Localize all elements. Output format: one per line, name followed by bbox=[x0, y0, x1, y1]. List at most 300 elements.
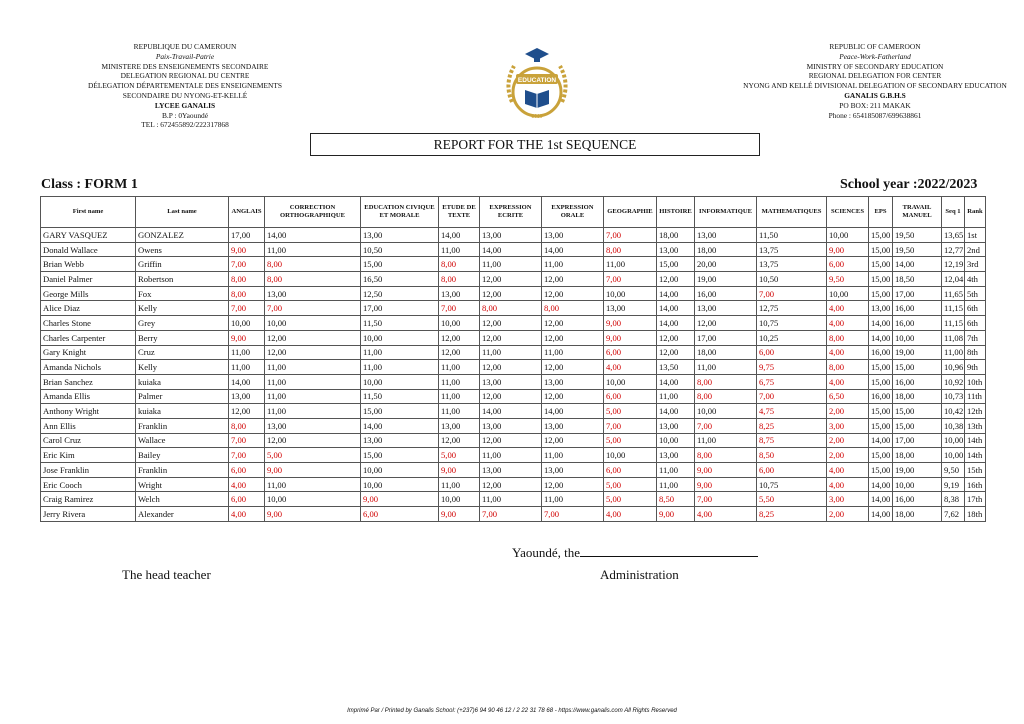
grade-cell: 11,00 bbox=[439, 374, 480, 389]
date-blank bbox=[580, 546, 758, 557]
grade-cell: 5,00 bbox=[265, 448, 361, 463]
grade-cell: 4,00 bbox=[827, 374, 869, 389]
grade-cell: 18,00 bbox=[893, 507, 942, 522]
grade-cell: 13,00 bbox=[657, 242, 695, 257]
grade-cell: 8,00 bbox=[265, 257, 361, 272]
last-name-cell: Kelly bbox=[136, 360, 229, 375]
grade-cell: 7,00 bbox=[480, 507, 542, 522]
grade-cell: 6,00 bbox=[229, 492, 265, 507]
grade-cell: 12,00 bbox=[480, 477, 542, 492]
grade-cell: 13,75 bbox=[757, 242, 827, 257]
table-row bbox=[41, 228, 986, 243]
table-row bbox=[41, 345, 986, 360]
first-name-cell: Daniel Palmer bbox=[41, 272, 136, 287]
grade-cell: 13,00 bbox=[480, 374, 542, 389]
grade-cell: 15,00 bbox=[657, 257, 695, 272]
table-row bbox=[41, 404, 986, 419]
column-header: EDUCATION CIVIQUE ET MORALE bbox=[361, 197, 439, 228]
grade-cell: 11,00 bbox=[480, 345, 542, 360]
grade-cell: 11,00 bbox=[542, 345, 604, 360]
grade-cell: 10,00 bbox=[942, 448, 965, 463]
grade-cell: 8,75 bbox=[757, 433, 827, 448]
grade-cell: 17th bbox=[965, 492, 986, 507]
grade-cell: 6,00 bbox=[229, 463, 265, 478]
grade-cell: 4th bbox=[965, 272, 986, 287]
column-header: EPS bbox=[869, 197, 893, 228]
grade-cell: 11,00 bbox=[480, 448, 542, 463]
grade-cell: 14,00 bbox=[869, 316, 893, 331]
grade-cell: 1st bbox=[965, 228, 986, 243]
grade-cell: 9,00 bbox=[695, 463, 757, 478]
grade-cell: 4,00 bbox=[827, 463, 869, 478]
school-year: School year :2022/2023 bbox=[840, 177, 978, 192]
column-header: Seq 1 bbox=[942, 197, 965, 228]
grade-cell: 17,00 bbox=[229, 228, 265, 243]
results-table bbox=[40, 196, 986, 522]
last-name-cell: Wallace bbox=[136, 433, 229, 448]
grade-cell: 13,00 bbox=[265, 418, 361, 433]
last-name-cell: Griffin bbox=[136, 257, 229, 272]
grade-cell: 8,00 bbox=[827, 360, 869, 375]
grade-cell: 14,00 bbox=[542, 242, 604, 257]
first-name-cell: GARY VASQUEZ bbox=[41, 228, 136, 243]
grade-cell: 10,96 bbox=[942, 360, 965, 375]
grade-cell: 8,00 bbox=[542, 301, 604, 316]
grade-cell: 15,00 bbox=[869, 418, 893, 433]
table-row bbox=[41, 433, 986, 448]
ministry-fr: MINISTERE DES ENSEIGNEMENTS SECONDAIRE bbox=[101, 61, 269, 71]
grade-cell: 12,00 bbox=[229, 404, 265, 419]
grade-cell: 13,00 bbox=[361, 433, 439, 448]
last-name-cell: Robertson bbox=[136, 272, 229, 287]
grade-cell: 10,00 bbox=[827, 286, 869, 301]
grade-cell: 8,00 bbox=[480, 301, 542, 316]
grade-cell: 12,00 bbox=[265, 433, 361, 448]
last-name-cell: GONZALEZ bbox=[136, 228, 229, 243]
grade-cell: 12,75 bbox=[757, 301, 827, 316]
first-name-cell: Jerry Rivera bbox=[41, 507, 136, 522]
table-row bbox=[41, 316, 986, 331]
grade-cell: 8,00 bbox=[439, 272, 480, 287]
table-row bbox=[41, 463, 986, 478]
grade-cell: 14th bbox=[965, 433, 986, 448]
grade-cell: 10,73 bbox=[942, 389, 965, 404]
grade-cell: 8,00 bbox=[229, 286, 265, 301]
grade-cell: 12th bbox=[965, 404, 986, 419]
grade-cell: 6,00 bbox=[604, 389, 657, 404]
grade-cell: 11,00 bbox=[695, 433, 757, 448]
grade-cell: 10,00 bbox=[361, 330, 439, 345]
grade-cell: 7,00 bbox=[229, 448, 265, 463]
table-header-row bbox=[41, 197, 986, 228]
grade-cell: 11,00 bbox=[265, 242, 361, 257]
grade-cell: 13,00 bbox=[439, 286, 480, 301]
column-header: INFORMATIQUE bbox=[695, 197, 757, 228]
head-teacher-signature: The head teacher bbox=[122, 567, 211, 582]
grade-cell: 8,00 bbox=[229, 418, 265, 433]
grade-cell: 8th bbox=[965, 345, 986, 360]
grade-cell: 12,04 bbox=[942, 272, 965, 287]
grade-cell: 10,00 bbox=[604, 374, 657, 389]
grade-cell: 9,00 bbox=[229, 242, 265, 257]
grade-cell: 19,50 bbox=[893, 228, 942, 243]
first-name-cell: Charles Carpenter bbox=[41, 330, 136, 345]
grade-cell: 9,50 bbox=[942, 463, 965, 478]
grade-cell: 14,00 bbox=[229, 374, 265, 389]
grade-cell: 10,00 bbox=[361, 374, 439, 389]
grade-cell: 9,50 bbox=[827, 272, 869, 287]
grade-cell: 5,50 bbox=[757, 492, 827, 507]
grade-cell: 13,65 bbox=[942, 228, 965, 243]
print-footer: Imprimé Par / Printed by Ganalis School: (+237)6 94 90 46 12 / 2 22 31 78 68 - https://www.ganalis.com All Rights Reserved bbox=[347, 708, 677, 714]
grade-cell: 6th bbox=[965, 316, 986, 331]
grade-cell: 11,00 bbox=[361, 345, 439, 360]
grade-cell: 14,00 bbox=[869, 477, 893, 492]
grade-cell: 12,00 bbox=[542, 360, 604, 375]
ministry-en: MINISTRY OF SECONDARY EDUCATION bbox=[806, 61, 944, 71]
grade-cell: 13,00 bbox=[542, 418, 604, 433]
grade-cell: 3,00 bbox=[827, 492, 869, 507]
grade-cell: 9,00 bbox=[265, 463, 361, 478]
grade-cell: 12,00 bbox=[439, 330, 480, 345]
grade-cell: 7,00 bbox=[695, 418, 757, 433]
grade-cell: 12,00 bbox=[480, 330, 542, 345]
grade-cell: 16,00 bbox=[869, 345, 893, 360]
grade-cell: 14,00 bbox=[869, 330, 893, 345]
grade-cell: 10,38 bbox=[942, 418, 965, 433]
po-box-en: PO BOX: 211 MAKAK bbox=[839, 100, 911, 110]
grade-cell: 8,00 bbox=[439, 257, 480, 272]
grade-cell: 5,00 bbox=[604, 433, 657, 448]
last-name-cell: Wright bbox=[136, 477, 229, 492]
grade-cell: 18,00 bbox=[695, 345, 757, 360]
grade-cell: 12,00 bbox=[480, 286, 542, 301]
grade-cell: 7,00 bbox=[439, 301, 480, 316]
last-name-cell: Grey bbox=[136, 316, 229, 331]
grade-cell: 2,00 bbox=[827, 448, 869, 463]
grade-cell: 8,00 bbox=[695, 389, 757, 404]
country-en: REPUBLIC OF CAMEROON bbox=[829, 42, 921, 51]
first-name-cell: Craig Ramirez bbox=[41, 492, 136, 507]
grade-cell: 8,00 bbox=[827, 330, 869, 345]
column-header: CORRECTION ORTHOGRAPHIQUE bbox=[265, 197, 361, 228]
grade-cell: 9,00 bbox=[439, 507, 480, 522]
grade-cell: 17,00 bbox=[695, 330, 757, 345]
first-name-cell: Carol Cruz bbox=[41, 433, 136, 448]
administration-signature: Administration bbox=[600, 567, 679, 582]
grade-cell: 9,75 bbox=[757, 360, 827, 375]
grade-cell: 14,00 bbox=[869, 492, 893, 507]
grade-cell: 15,00 bbox=[869, 448, 893, 463]
country-fr: REPUBLIQUE DU CAMEROUN bbox=[133, 42, 237, 51]
grade-cell: 16,00 bbox=[869, 389, 893, 404]
grade-cell: 11,00 bbox=[439, 242, 480, 257]
grade-cell: 14,00 bbox=[265, 228, 361, 243]
header-left-block bbox=[40, 42, 330, 130]
regional-delegation-fr: DELEGATION REGIONAL DU CENTRE bbox=[120, 71, 250, 81]
first-name-cell: Alice Diaz bbox=[41, 301, 136, 316]
grade-cell: 9,00 bbox=[439, 463, 480, 478]
grade-cell: 9,00 bbox=[827, 242, 869, 257]
grade-cell: 15,00 bbox=[869, 404, 893, 419]
grade-cell: 11,00 bbox=[265, 477, 361, 492]
first-name-cell: Ann Ellis bbox=[41, 418, 136, 433]
grade-cell: 15,00 bbox=[869, 463, 893, 478]
grade-cell: 11,00 bbox=[229, 360, 265, 375]
grade-cell: 12,00 bbox=[695, 316, 757, 331]
grade-cell: 8,25 bbox=[757, 507, 827, 522]
grade-cell: 15,00 bbox=[893, 360, 942, 375]
grade-cell: 10,00 bbox=[827, 228, 869, 243]
departmental-delegation-fr: DÉLEGATION DÉPARTEMENTALE DES ENSEIGNEMENTS bbox=[88, 81, 282, 91]
table-row bbox=[41, 418, 986, 433]
grade-cell: 8,25 bbox=[757, 418, 827, 433]
grade-cell: 11,00 bbox=[695, 360, 757, 375]
grade-cell: 20,00 bbox=[695, 257, 757, 272]
grade-cell: 14,00 bbox=[480, 404, 542, 419]
grade-cell: 10,00 bbox=[695, 404, 757, 419]
grade-cell: 14th bbox=[965, 448, 986, 463]
grade-cell: 11,08 bbox=[942, 330, 965, 345]
grade-cell: 5th bbox=[965, 286, 986, 301]
grade-cell: 9,19 bbox=[942, 477, 965, 492]
column-header: ANGLAIS bbox=[229, 197, 265, 228]
report-title: REPORT FOR THE 1st SEQUENCE bbox=[310, 133, 760, 156]
grade-cell: 4,00 bbox=[604, 507, 657, 522]
grade-cell: 10,42 bbox=[942, 404, 965, 419]
grade-cell: 18,00 bbox=[695, 242, 757, 257]
grade-cell: 18,50 bbox=[893, 272, 942, 287]
last-name-cell: Owens bbox=[136, 242, 229, 257]
grade-cell: 11,00 bbox=[265, 374, 361, 389]
grade-cell: 11,00 bbox=[542, 257, 604, 272]
last-name-cell: Palmer bbox=[136, 389, 229, 404]
grade-cell: 7,00 bbox=[229, 433, 265, 448]
last-name-cell: Cruz bbox=[136, 345, 229, 360]
grade-cell: 5,00 bbox=[604, 477, 657, 492]
grade-cell: 15,00 bbox=[893, 404, 942, 419]
first-name-cell: Amanda Nichols bbox=[41, 360, 136, 375]
grade-cell: 4,00 bbox=[827, 345, 869, 360]
grade-cell: 13,00 bbox=[361, 228, 439, 243]
grade-cell: 13,00 bbox=[604, 301, 657, 316]
grade-cell: 13,00 bbox=[229, 389, 265, 404]
table-row bbox=[41, 286, 986, 301]
grade-cell: 10,00 bbox=[893, 477, 942, 492]
grade-cell: 12,50 bbox=[361, 286, 439, 301]
grade-cell: 12,00 bbox=[657, 330, 695, 345]
grade-cell: 6,50 bbox=[827, 389, 869, 404]
grade-cell: 5,00 bbox=[439, 448, 480, 463]
last-name-cell: Berry bbox=[136, 330, 229, 345]
grade-cell: 2,00 bbox=[827, 404, 869, 419]
last-name-cell: Franklin bbox=[136, 418, 229, 433]
grade-cell: 8,00 bbox=[604, 242, 657, 257]
grade-cell: 9,00 bbox=[604, 330, 657, 345]
grade-cell: 11,15 bbox=[942, 301, 965, 316]
column-header: Last name bbox=[136, 197, 229, 228]
grade-cell: 6,00 bbox=[757, 463, 827, 478]
table-body bbox=[41, 228, 986, 522]
table-row bbox=[41, 507, 986, 522]
grade-cell: 14,00 bbox=[657, 404, 695, 419]
grade-cell: 3,00 bbox=[827, 418, 869, 433]
grade-cell: 4,75 bbox=[757, 404, 827, 419]
grade-cell: 7,00 bbox=[604, 418, 657, 433]
grade-cell: 6,00 bbox=[604, 345, 657, 360]
grade-cell: 13,00 bbox=[869, 301, 893, 316]
grade-cell: 12,00 bbox=[480, 316, 542, 331]
grade-cell: 11,00 bbox=[604, 257, 657, 272]
column-header: ETUDE DE TEXTE bbox=[439, 197, 480, 228]
table-row bbox=[41, 257, 986, 272]
grade-cell: 14,00 bbox=[657, 316, 695, 331]
grade-cell: 4,00 bbox=[827, 316, 869, 331]
column-header: First name bbox=[41, 197, 136, 228]
grade-cell: 8,00 bbox=[695, 374, 757, 389]
grade-cell: 10,00 bbox=[439, 316, 480, 331]
table-row bbox=[41, 389, 986, 404]
grade-cell: 4,00 bbox=[695, 507, 757, 522]
grade-cell: 13,00 bbox=[439, 418, 480, 433]
first-name-cell: Eric Cooch bbox=[41, 477, 136, 492]
first-name-cell: Gary Knight bbox=[41, 345, 136, 360]
grade-cell: 16,00 bbox=[893, 316, 942, 331]
grade-cell: 11,00 bbox=[542, 492, 604, 507]
grade-cell: 7,00 bbox=[695, 492, 757, 507]
column-header: HISTOIRE bbox=[657, 197, 695, 228]
grade-cell: 10th bbox=[965, 374, 986, 389]
table-row bbox=[41, 272, 986, 287]
grade-cell: 11,50 bbox=[361, 389, 439, 404]
grade-cell: 12,00 bbox=[439, 345, 480, 360]
first-name-cell: Anthony Wright bbox=[41, 404, 136, 419]
grade-cell: 13,00 bbox=[480, 463, 542, 478]
grade-cell: 9,00 bbox=[604, 316, 657, 331]
column-header: SCIENCES bbox=[827, 197, 869, 228]
first-name-cell: Brian Sanchez bbox=[41, 374, 136, 389]
grade-cell: 12,00 bbox=[542, 330, 604, 345]
column-header: GEOGRAPHIE bbox=[604, 197, 657, 228]
grade-cell: 11,15 bbox=[942, 316, 965, 331]
grade-cell: 13,00 bbox=[657, 448, 695, 463]
grade-cell: 11,50 bbox=[361, 316, 439, 331]
grade-cell: 12,00 bbox=[480, 360, 542, 375]
grade-cell: 14,00 bbox=[869, 507, 893, 522]
grade-cell: 2nd bbox=[965, 242, 986, 257]
column-header: MATHEMATIQUES bbox=[757, 197, 827, 228]
last-name-cell: Kelly bbox=[136, 301, 229, 316]
grade-cell: 15,00 bbox=[869, 228, 893, 243]
grade-cell: 15,00 bbox=[869, 272, 893, 287]
grade-cell: 11,50 bbox=[757, 228, 827, 243]
grade-cell: 11th bbox=[965, 389, 986, 404]
first-name-cell: George Mills bbox=[41, 286, 136, 301]
table-row bbox=[41, 374, 986, 389]
table-row bbox=[41, 448, 986, 463]
grade-cell: 14,00 bbox=[869, 433, 893, 448]
grade-cell: 15,00 bbox=[869, 242, 893, 257]
grade-cell: 15,00 bbox=[361, 257, 439, 272]
grade-cell: 11,00 bbox=[229, 345, 265, 360]
grade-cell: 13,00 bbox=[542, 463, 604, 478]
grade-cell: 13,00 bbox=[265, 286, 361, 301]
grade-cell: 11,00 bbox=[657, 389, 695, 404]
place-date-line bbox=[512, 545, 758, 561]
grade-cell: 17,00 bbox=[893, 433, 942, 448]
grade-cell: 8,38 bbox=[942, 492, 965, 507]
grade-cell: 13,00 bbox=[480, 418, 542, 433]
grade-cell: 14,00 bbox=[657, 301, 695, 316]
grade-cell: 4,00 bbox=[229, 477, 265, 492]
first-name-cell: Eric Kim bbox=[41, 448, 136, 463]
grade-cell: 14,00 bbox=[657, 286, 695, 301]
grade-cell: 8,00 bbox=[229, 272, 265, 287]
grade-cell: 13th bbox=[965, 418, 986, 433]
column-header: EXPRESSION ORALE bbox=[542, 197, 604, 228]
grade-cell: 10,25 bbox=[757, 330, 827, 345]
grade-cell: 19,50 bbox=[893, 242, 942, 257]
grade-cell: 12,00 bbox=[265, 330, 361, 345]
grade-cell: 15,00 bbox=[869, 374, 893, 389]
motto-fr: Paix-Travail-Patrie bbox=[155, 51, 215, 61]
grade-cell: 14,00 bbox=[657, 374, 695, 389]
grade-cell: 16,50 bbox=[361, 272, 439, 287]
grade-cell: 15,00 bbox=[361, 448, 439, 463]
grade-cell: 18,00 bbox=[657, 228, 695, 243]
grade-cell: 10,00 bbox=[265, 316, 361, 331]
grade-cell: 14,00 bbox=[439, 228, 480, 243]
grade-cell: 10,00 bbox=[439, 492, 480, 507]
grade-cell: 11,00 bbox=[942, 345, 965, 360]
grade-cell: 10,00 bbox=[361, 463, 439, 478]
last-name-cell: kuiaka bbox=[136, 374, 229, 389]
grade-cell: 13,00 bbox=[480, 228, 542, 243]
grade-cell: 16,00 bbox=[893, 492, 942, 507]
grade-cell: 18th bbox=[965, 507, 986, 522]
grade-cell: 12,00 bbox=[480, 389, 542, 404]
grade-cell: 3rd bbox=[965, 257, 986, 272]
grade-cell: 16,00 bbox=[893, 301, 942, 316]
grade-cell: 11,00 bbox=[480, 492, 542, 507]
first-name-cell: Jose Franklin bbox=[41, 463, 136, 478]
grade-cell: 11,65 bbox=[942, 286, 965, 301]
grade-cell: 18,00 bbox=[893, 448, 942, 463]
grade-cell: 10,00 bbox=[265, 492, 361, 507]
grade-cell: 10,00 bbox=[942, 433, 965, 448]
grade-cell: 6,00 bbox=[361, 507, 439, 522]
place-date-label: Yaoundé, the bbox=[512, 545, 581, 560]
phone-fr: TEL : 672455892/222317868 bbox=[141, 120, 229, 130]
header-right-block bbox=[740, 42, 1010, 120]
grade-cell: 12,19 bbox=[942, 257, 965, 272]
grade-cell: 15,00 bbox=[361, 404, 439, 419]
grade-cell: 15,00 bbox=[869, 257, 893, 272]
school-name-fr: LYCEE GANALIS bbox=[154, 100, 216, 110]
last-name-cell: Alexander bbox=[136, 507, 229, 522]
grade-cell: 8,00 bbox=[695, 448, 757, 463]
grade-cell: 7,00 bbox=[757, 286, 827, 301]
grade-cell: 2,00 bbox=[827, 507, 869, 522]
grade-cell: 12,00 bbox=[542, 272, 604, 287]
grade-cell: 11,00 bbox=[439, 360, 480, 375]
grade-cell: 9th bbox=[965, 360, 986, 375]
column-header: TRAVAIL MANUEL bbox=[893, 197, 942, 228]
grade-cell: 11,00 bbox=[542, 448, 604, 463]
grade-cell: 10,75 bbox=[757, 316, 827, 331]
grade-cell: 7,00 bbox=[604, 228, 657, 243]
grade-cell: 17,00 bbox=[361, 301, 439, 316]
